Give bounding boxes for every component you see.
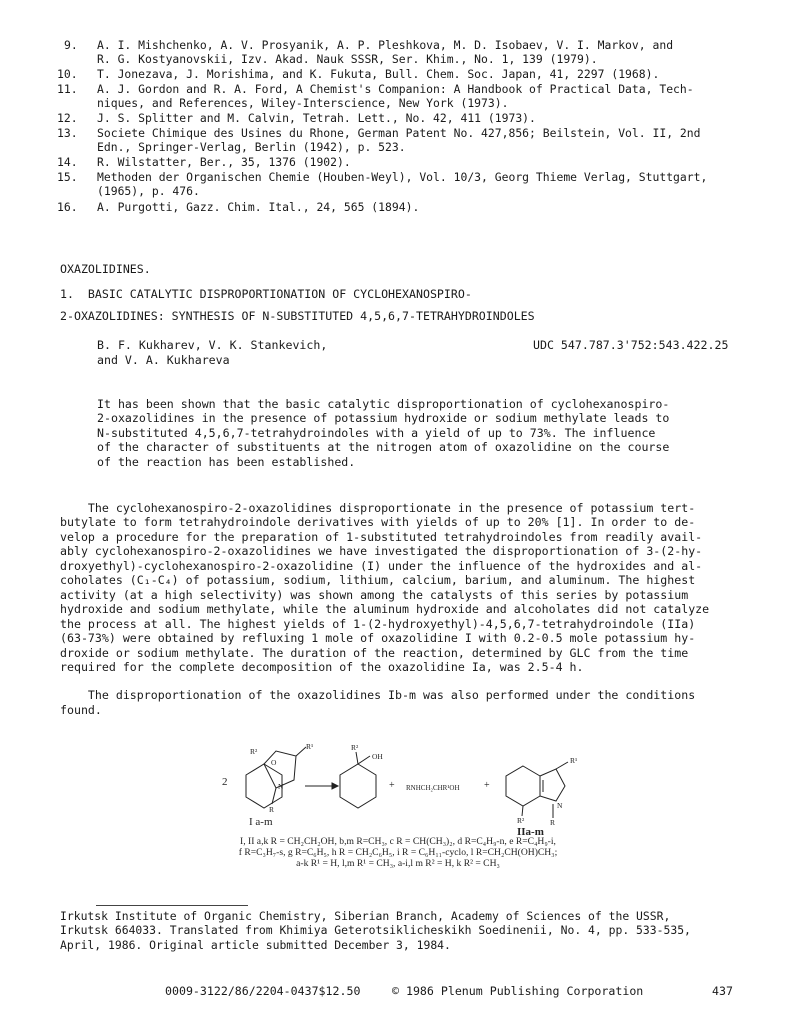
indole-nitrogen-label: N [557, 801, 563, 810]
reactant-oxygen-label: O [271, 758, 277, 767]
reactant-cyclohexane-ring [246, 764, 282, 808]
ref-16-line-1: A. Purgotti, Gazz. Chim. Ital., 24, 565 (1894). [97, 200, 420, 214]
indole-r1-label: R¹ [570, 756, 578, 765]
footnote-line: April, 1986. Original article submitted December 3, 1984. [60, 938, 451, 952]
udc-code: UDC 547.787.3'752:543.422.25 [533, 338, 729, 352]
ref-13-line-2: Edn., Springer-Verlag, Berlin (1942), p. 523. [97, 140, 406, 154]
body-line: droxyethyl)-cyclohexanospiro-2-oxazolidine (I) under the influence of the hydroxides and al- [60, 559, 703, 573]
abstract-line: 2-oxazolidines in the presence of potassium hydroxide or sodium methylate leads to [97, 411, 670, 425]
abstract-line: of the reaction has been established. [97, 455, 356, 469]
ref-10-line-1: T. Jonezava, J. Morishima, and K. Fukuta, Bull. Chem. Soc. Japan, 41, 2297 (1968). [97, 67, 660, 81]
compound-label-I: I a-m [249, 816, 273, 828]
author-line-1: B. F. Kukharev, V. K. Stankevich, [97, 338, 328, 352]
ref-12-line-1: J. S. Splitter and M. Calvin, Tetrah. Lett., No. 42, 411 (1973). [97, 111, 536, 125]
body-line: velop a procedure for the preparation of 1-substituted tetrahydroindoles from readily avail- [60, 530, 703, 544]
ref-11-line-2: niques, and References, Wiley-Interscience, New York (1973). [97, 96, 509, 110]
footnote-line: Irkutsk 664033. Translated from Khimiya Geterotsiklicheskikh Soedinenii, No. 4, pp. 533-535, [60, 923, 691, 937]
indole-r2-label: R² [517, 816, 525, 825]
body-line: droxide or sodium methylate. The duration of the reaction, determined by GLC from the time [60, 646, 689, 660]
abstract-line: N-substituted 4,5,6,7-tetrahydroindoles with a yield of up to 73%. The influence [97, 426, 656, 440]
article-title-line-1: 1. BASIC CATALYTIC DISPROPORTIONATION OF CYCLOHEXANOSPIRO- [60, 287, 472, 301]
ref-9-line-2: R. G. Kostyanovskii, Izv. Akad. Nauk SSSR, Ser. Khim., No. 1, 139 (1979). [97, 52, 598, 66]
ref-14-number: 14. [57, 155, 78, 169]
reactant-r1-bond [296, 747, 306, 756]
scheme-caption-line: I, II a,k R = CH₂CH₂OH, b,m R=CH₃, c R = CH(CH₃)₂, d R=C₄H₉-n, e R=C₄H₉-i, [240, 836, 556, 847]
footnote-line: Irkutsk Institute of Organic Chemistry, Siberian Branch, Academy of Sciences of the USSR, [60, 909, 671, 923]
author-line-2: and V. A. Kukhareva [97, 353, 230, 367]
ref-15-line-2: (1965), p. 476. [97, 184, 200, 198]
ref-15-line-1: Methoden der Organischen Chemie (Houben-Weyl), Vol. 10/3, Georg Thieme Verlag, Stuttgart, [97, 170, 708, 184]
ref-10-number: 10. [57, 67, 78, 81]
indole-r1-bond [556, 762, 568, 769]
reaction-arrow-head [332, 783, 338, 789]
ref-16-number: 16. [57, 200, 78, 214]
body-line: ably cyclohexanospiro-2-oxazolidines we have investigated the disproportionation of 3-(2-hy- [60, 544, 703, 558]
plus-sign: + [389, 780, 395, 791]
section-title: OXAZOLIDINES. [60, 262, 151, 276]
ref-13-line-1: Societe Chimique des Usines du Rhone, German Patent No. 427,856; Beilstein, Vol. II, 2nd [97, 126, 701, 140]
ref-14-line-1: R. Wilstatter, Ber., 35, 1376 (1902). [97, 155, 351, 169]
cyclohexanol-r2-label: R² [351, 743, 359, 752]
ref-15-number: 15. [57, 170, 78, 184]
reactant-nitrogen-label: N [278, 782, 284, 791]
abstract-line: of the character of substituents at the nitrogen atom of oxazolidine on the course [97, 440, 670, 454]
body-line: The cyclohexanospiro-2-oxazolidines disproportionate in the presence of potassium tert- [60, 501, 696, 515]
body-line: activity (at a high selectivity) was shown among the catalysts of this series by potassium [60, 588, 689, 602]
r2-bond [356, 752, 358, 764]
reactant-r-label: R [269, 805, 275, 814]
reactant-r2-label: R² [250, 747, 258, 756]
page-number: 437 [712, 984, 733, 998]
indole-cyclohexene-ring [506, 766, 540, 806]
reactant-r1-label: R¹ [306, 742, 314, 751]
article-title-line-2: 2-OXAZOLIDINES: SYNTHESIS OF N-SUBSTITUTED 4,5,6,7-TETRAHYDROINDOLES [60, 309, 535, 323]
abstract-line: It has been shown that the basic catalytic disproportionation of cyclohexanospiro- [97, 397, 670, 411]
body-line: (63-73%) were obtained by refluxing 1 mole of oxazolidine I with 0.2-0.5 mole potassium hy- [60, 631, 696, 645]
hydroxyl-label: OH [372, 752, 383, 761]
ref-13-number: 13. [57, 126, 78, 140]
body-line: hydroxide and sodium methylate, while the aluminum hydroxide and alcoholates did not catalyze [60, 602, 710, 616]
ref-9-number: 9. [64, 38, 78, 52]
indole-r-label: R [550, 818, 556, 827]
scheme-caption-line: a-k R¹ = H, l,m R¹ = CH₃, a-i,l m R² = H, k R² = CH₃ [296, 858, 500, 869]
scheme-coefficient: 2 [222, 776, 228, 788]
amino-alcohol-formula: RNHCH₂CHR¹OH [406, 784, 460, 792]
indole-pyrrole-ring [540, 769, 565, 801]
copyright-notice: © 1986 Plenum Publishing Corporation [392, 984, 644, 998]
ref-9-line-1: A. I. Mishchenko, A. V. Prosyanik, A. P. Pleshkova, M. D. Isobaev, V. I. Markov, and [97, 38, 674, 52]
ref-11-line-1: A. J. Gordon and R. A. Ford, A Chemist's Companion: A Handbook of Practical Data, Tech- [97, 82, 694, 96]
body-line: coholates (C₁-C₄) of potassium, sodium, lithium, calcium, barium, and aluminum. The highest [60, 573, 696, 587]
article-code: 0009-3122/86/2204-0437$12.50 [165, 984, 361, 998]
body-line: the process at all. The highest yields of 1-(2-hydroxyethyl)-4,5,6,7-tetrahydroindole (IIa) [60, 617, 696, 631]
compound-label-II: IIa-m [517, 826, 544, 838]
plus-sign: + [484, 780, 490, 791]
ref-12-number: 12. [57, 111, 78, 125]
hydroxyl-bond [358, 756, 370, 764]
cyclohexanol-ring [340, 764, 376, 808]
ref-11-number: 11. [57, 82, 78, 96]
body-line: required for the complete decomposition of the oxazolidine Ia, was 2.5-4 h. [60, 660, 584, 674]
body-line: butylate to form tetrahydroindole derivatives with yields of up to 20% [1]. In order to de- [60, 515, 696, 529]
body-line: found. [60, 703, 102, 717]
scheme-caption-line: f R=C₃H₇-s, g R=C₆H₅, h R = CH₂C₆H₅, i R = C₆H₁₁-cyclo, l R=CH₂CH(OH)CH₃; [238, 847, 558, 858]
footnote-separator [96, 905, 248, 906]
body-line: The disproportionation of the oxazolidines Ib-m was also performed under the conditions [60, 688, 696, 702]
